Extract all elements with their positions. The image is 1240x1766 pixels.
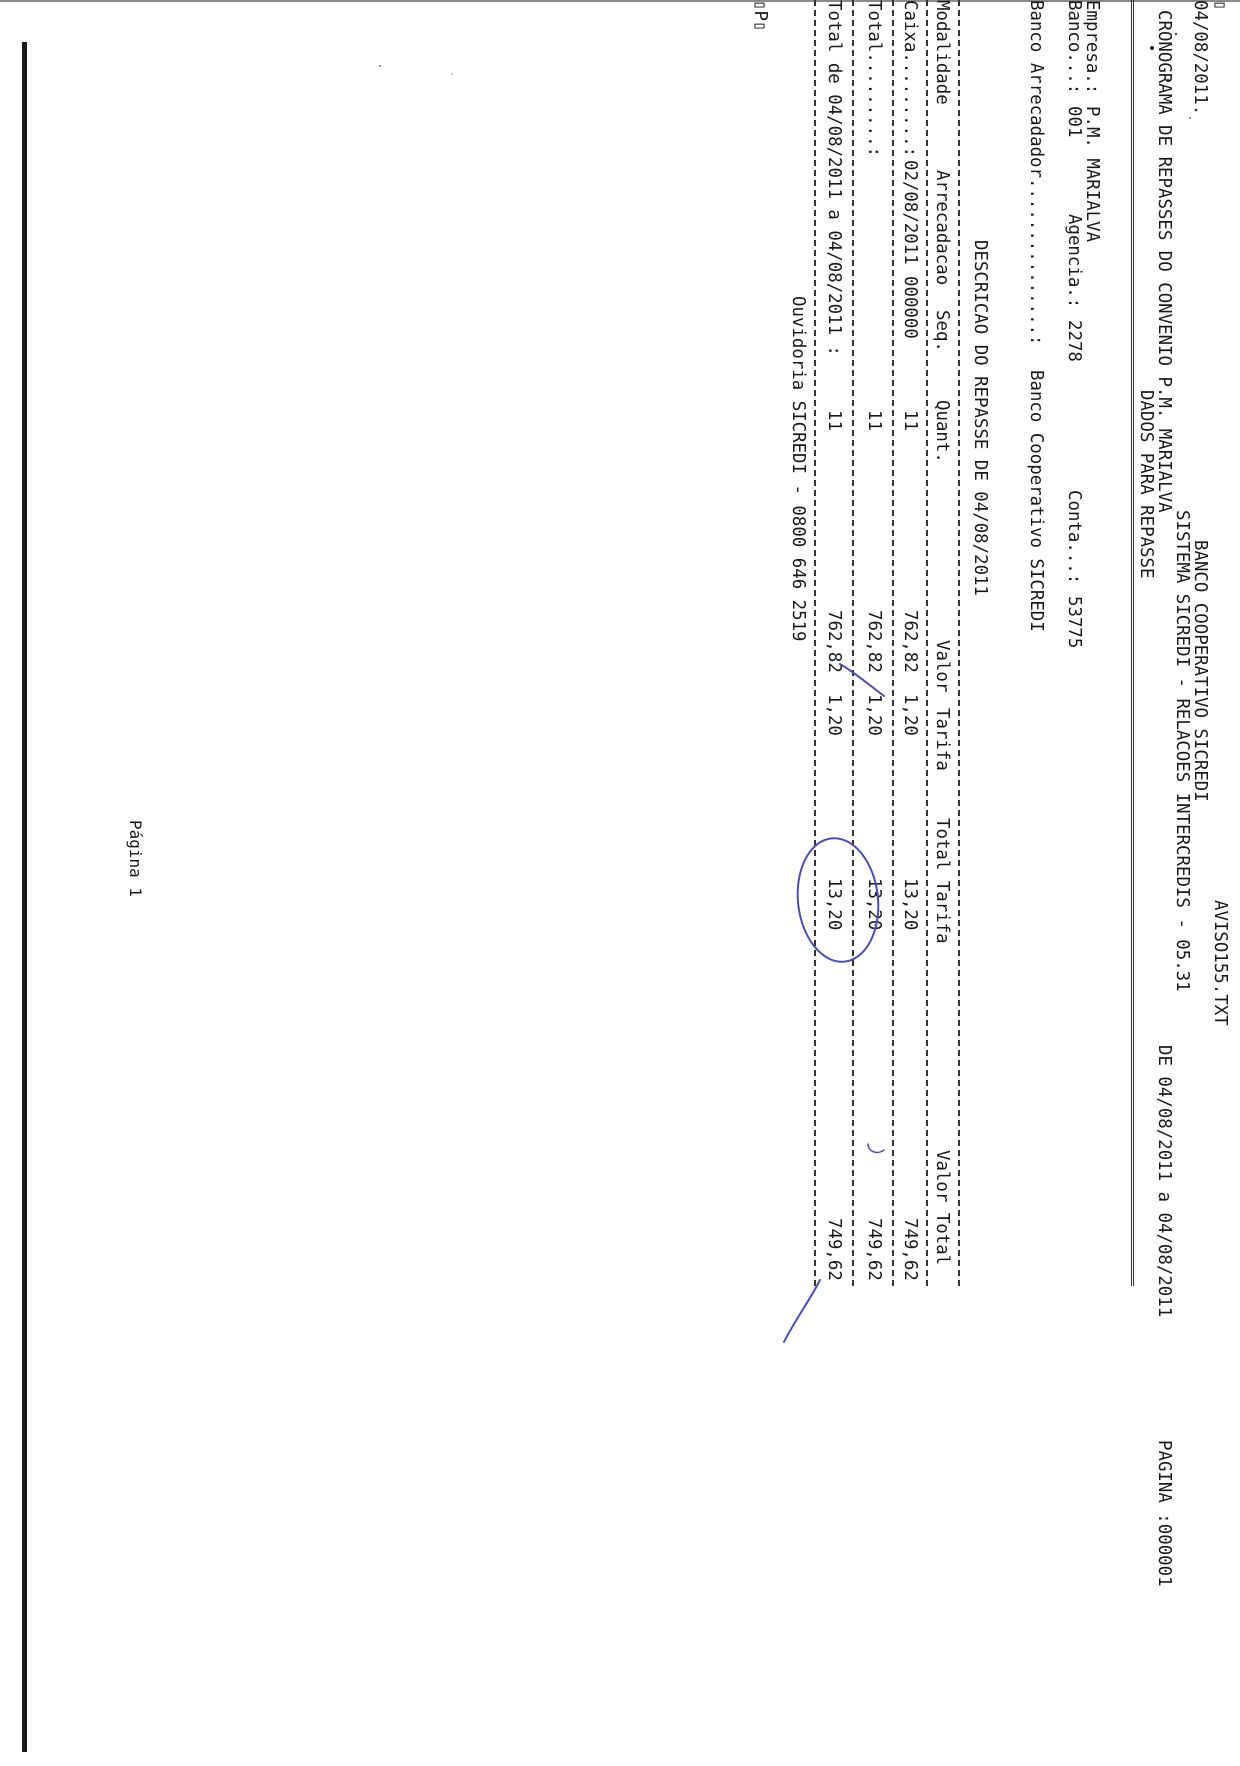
banco-label: Banco...: (1064, 0, 1084, 95)
conta-value: 53775 (1064, 596, 1084, 649)
agencia-label: Agencia.: (1064, 214, 1084, 309)
agencia-value: 2278 (1064, 320, 1084, 362)
row-quant: 11 (900, 410, 920, 431)
row-tarifa: 1,20 (900, 694, 920, 736)
row-modalidade: Caixa.........: (900, 0, 920, 158)
period-total-total-tarifa: 13,20 (824, 878, 844, 931)
row-valor-total: 749,62 (900, 1218, 920, 1281)
empresa-value: P.M. MARIALVA (1082, 106, 1102, 243)
row-total-tarifa: 13,20 (900, 878, 920, 931)
footer-page: Página 1 (126, 820, 145, 898)
total-tarifa: 1,20 (864, 694, 884, 736)
banco-value: 001 (1064, 106, 1084, 138)
row-arrecadacao: 02/08/2011 (900, 160, 920, 265)
period-total-label: Total de 04/08/2011 a 04/08/2011 : (824, 0, 844, 356)
col-tarifa: Tarifa (932, 708, 952, 771)
col-modalidade: Modalidade (932, 0, 952, 105)
pen-check-valor-total (784, 1280, 820, 1342)
col-seq: Seq. (932, 310, 952, 352)
report-date: 04/08/2011 (1190, 0, 1210, 105)
pen-check-valor (840, 664, 884, 696)
total-total-tarifa: 13,20 (864, 878, 884, 931)
period-total-valor-total: 749,62 (824, 1218, 844, 1281)
collector-label: Banco Arrecadador...............: (1026, 0, 1046, 346)
report-title: CRONOGRAMA DE REPASSES DO CONVENIO P.M. MARIALVA (1154, 10, 1174, 513)
total-valor: 762,82 (864, 610, 884, 673)
row-valor: 762,82 (900, 610, 920, 673)
form-feed-mark: ▯P▯ (750, 0, 770, 32)
top-mark: ▯ (1210, 0, 1230, 11)
row-seq: 000000 (900, 276, 920, 339)
period-total-valor: 762,82 (824, 610, 844, 673)
collector-value: Banco Cooperativo SICREDI (1026, 370, 1046, 632)
pen-hook (868, 1144, 884, 1152)
total-quant: 11 (864, 410, 884, 431)
total-label: Total.........: (864, 0, 884, 158)
report-period: DE 04/08/2011 a 04/08/2011 (1154, 1045, 1174, 1318)
empresa-label: Empresa.: (1082, 0, 1102, 95)
system-name: SISTEMA SICREDI - RELACOES INTERCREDIS - 05.31 (1172, 510, 1192, 992)
period-total-tarifa: 1,20 (824, 694, 844, 736)
file-name: AVISO155.TXT (1210, 900, 1230, 1026)
pen-circle-total-tarifa (792, 834, 885, 966)
bank-name: BANCO COOPERATIVO SICREDI (1190, 540, 1210, 802)
total-valor-total: 749,62 (864, 1218, 884, 1281)
col-valor: Valor (932, 640, 952, 693)
page-number: PAGINA :000001 (1154, 1440, 1174, 1587)
period-total-quant: 11 (824, 410, 844, 431)
conta-label: Conta...: (1064, 490, 1084, 585)
report-subtitle: DADOS PARA REPASSE (1136, 390, 1156, 579)
ouvidoria: Ouvidoria SICREDI - 0800 646 2519 (788, 296, 808, 642)
col-valor-total: Valor Total (932, 1150, 952, 1266)
section-title: DESCRICAO DO REPASSE DE 04/08/2011 (970, 240, 990, 596)
col-total-tarifa: Total Tarifa (932, 818, 952, 944)
col-arrecadacao: Arrecadacao (932, 170, 952, 286)
col-quant: Quant. (932, 400, 952, 463)
